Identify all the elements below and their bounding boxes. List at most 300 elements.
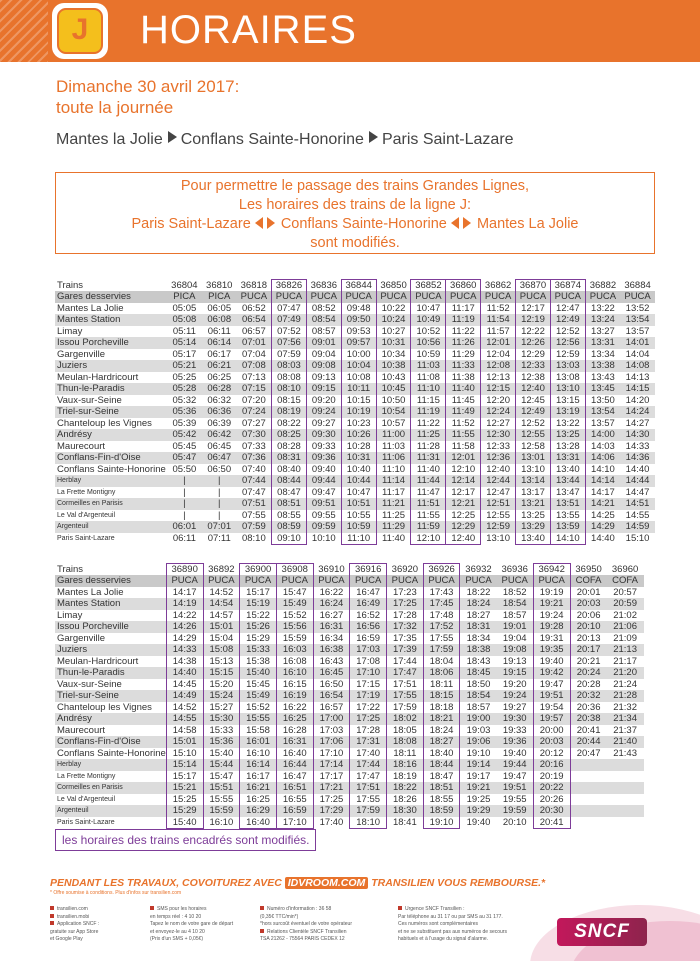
departure-time: 14:17: [591, 486, 615, 498]
departure-time: 10:47: [341, 487, 376, 499]
departure-time: 15:13: [209, 655, 234, 667]
departure-time: 17:55: [350, 794, 387, 806]
mission-code: PUCA: [423, 575, 460, 587]
departure-time: 08:44: [272, 475, 307, 487]
departure-time: 19:51: [533, 690, 570, 702]
train-number: 36826: [272, 280, 307, 292]
departure-time: 13:51: [550, 498, 585, 510]
departure-time: 09:50: [341, 314, 376, 326]
departure-time: 14:06: [585, 452, 620, 464]
departure-time: 14:04: [625, 348, 650, 360]
departure-time: 05:47: [167, 452, 202, 464]
departure-time: 16:10: [240, 748, 277, 760]
departure-time: 11:38: [446, 372, 481, 384]
departure-time: 10:44: [341, 475, 376, 487]
departure-time: 13:40: [550, 464, 585, 476]
departure-time: 18:24: [460, 598, 497, 610]
train-number: 36890: [166, 564, 203, 576]
mission-code: PUCA: [313, 575, 350, 587]
departure-time: 11:06: [376, 452, 411, 464]
departure-time: 11:17: [446, 303, 481, 315]
train-number: 36910: [318, 563, 345, 575]
departure-time: 12:13: [486, 371, 510, 383]
departure-time: 15:49: [276, 598, 313, 610]
departure-time: 12:15: [481, 383, 516, 395]
departure-time: 06:17: [207, 348, 232, 360]
departure-time: 10:47: [411, 303, 446, 315]
bullet-icon: [50, 921, 54, 925]
departure-time: 11:49: [446, 406, 481, 418]
departure-time: [607, 817, 644, 829]
departure-time: 10:50: [381, 394, 406, 406]
departure-time: 11:31: [411, 452, 446, 464]
station-name: Gargenville: [57, 348, 106, 360]
info-text: *hors surcoût éventuel de votre opérateur: [260, 921, 352, 927]
departure-time: 19:30: [497, 713, 534, 725]
departure-time: 10:19: [341, 406, 376, 418]
departure-time: 06:21: [202, 360, 237, 372]
departure-time: 17:03: [350, 644, 387, 656]
departure-time: 06:57: [241, 325, 266, 337]
departure-time: 13:21: [516, 498, 551, 510]
station-name: Mantes Station: [55, 598, 166, 610]
departure-time: 14:20: [625, 394, 650, 406]
table-row: [55, 406, 655, 418]
double-arrow-icon: [451, 217, 473, 229]
departure-time: 11:55: [446, 429, 481, 441]
bullet-icon: [50, 914, 54, 918]
mission-code: PUCA: [376, 291, 411, 303]
departure-time: 07:59: [272, 349, 307, 361]
departure-time: 20:28: [576, 678, 601, 690]
departure-time: 12:25: [446, 510, 481, 522]
departure-time: 18:40: [423, 748, 460, 760]
departure-time: 16:21: [240, 782, 277, 794]
departure-time: 19:24: [533, 610, 570, 622]
departure-time: 14:24: [620, 406, 655, 418]
departure-time: 11:22: [411, 418, 446, 430]
departure-time: [570, 794, 607, 806]
station-name: Maurecourt: [57, 440, 106, 452]
departure-time: 17:47: [387, 667, 424, 679]
departure-time: 12:29: [516, 349, 551, 361]
departure-time: 15:49: [240, 690, 277, 702]
promo-text-after: TRANSILIEN VOUS REMBOURSE.*: [371, 877, 546, 889]
departure-time: 16:22: [319, 586, 344, 598]
departure-time: 13:57: [625, 325, 650, 337]
arrow-right-icon: [369, 131, 378, 143]
departure-time: 13:44: [550, 475, 585, 487]
table-row: [55, 782, 644, 794]
departure-time: 14:52: [166, 702, 203, 714]
departure-time: 10:52: [411, 326, 446, 338]
departure-time: 19:40: [502, 747, 527, 759]
departure-time: 18:43: [466, 655, 491, 667]
departure-time: 17:10: [276, 817, 313, 829]
departure-time: 16:59: [350, 633, 387, 645]
departure-time: 19:21: [533, 598, 570, 610]
departure-time: 15:01: [203, 621, 240, 633]
departure-time: 15:04: [209, 632, 234, 644]
departure-time: 06:08: [202, 314, 237, 326]
train-number: 36908: [276, 564, 313, 576]
departure-time: 05:45: [172, 440, 197, 452]
departure-time: 17:59: [392, 701, 417, 713]
departure-time: 11:40: [382, 532, 406, 544]
notice-line: Les horaires des trains de la ligne J:: [238, 197, 472, 213]
departure-time: 18:16: [387, 759, 424, 771]
table-row: [55, 314, 655, 326]
departure-time: 05:05: [172, 302, 197, 314]
departure-time: [570, 759, 607, 771]
departure-time: 19:24: [497, 690, 534, 702]
table-row: [55, 533, 655, 545]
departure-time: 12:36: [481, 452, 516, 464]
departure-time: 13:22: [550, 418, 585, 430]
departure-time: 11:10: [341, 533, 376, 545]
departure-time: 17:44: [392, 655, 417, 667]
mission-code: PUCA: [550, 291, 585, 303]
departure-time: 18:44: [423, 759, 460, 771]
departure-time: 09:44: [306, 475, 341, 487]
notice-route: [56, 215, 654, 234]
departure-time: 05:14: [167, 337, 202, 349]
departure-time: 16:14: [240, 759, 277, 771]
departure-time: 10:49: [411, 314, 446, 326]
departure-time: 08:59: [272, 521, 307, 533]
header-decoration: [0, 0, 48, 62]
departure-time: 09:24: [306, 406, 341, 418]
train-number: 36850: [380, 279, 407, 291]
departure-time: 11:19: [446, 314, 481, 326]
departure-time: 14:51: [620, 498, 655, 510]
table-row: [55, 429, 655, 441]
departure-time: 20:21: [576, 655, 601, 667]
departure-time: 17:52: [423, 621, 460, 633]
departure-time: 18:21: [423, 713, 460, 725]
info-text: (0,35€ TTC/min*): [260, 913, 299, 920]
info-text: Application SNCF :: [57, 921, 100, 927]
departure-time: 12:33: [516, 360, 551, 372]
departure-time: 13:19: [550, 406, 585, 418]
train-number: 36862: [484, 279, 512, 291]
departure-time: 19:33: [502, 724, 527, 736]
departure-time: 19:17: [466, 770, 491, 782]
departure-time: 11:51: [411, 498, 446, 510]
departure-time: 18:26: [392, 793, 417, 805]
departure-time: 06:32: [207, 394, 232, 406]
departure-time: 12:24: [481, 406, 516, 418]
departure-time: 17:55: [423, 633, 460, 645]
table-row: [55, 759, 644, 771]
departure-time: 06:42: [202, 429, 237, 441]
departure-time: 16:51: [276, 782, 313, 794]
mission-code: PUCA: [166, 575, 203, 587]
departure-time: 10:28: [341, 441, 376, 453]
departure-time: 11:44: [411, 475, 446, 487]
departure-time: 14:22: [166, 610, 203, 622]
timetable-afternoon: [55, 563, 644, 829]
station-name: Le Val d'Argenteuil: [57, 511, 116, 519]
station-name: Cormeilles en Parisis: [55, 498, 167, 510]
departure-time: 15:20: [209, 678, 234, 690]
departure-time: 19:27: [502, 701, 527, 713]
departure-time: 17:59: [350, 805, 387, 817]
departure-time: 21:02: [613, 609, 637, 621]
departure-time: 20:32: [570, 690, 607, 702]
departure-time: 08:10: [272, 383, 307, 395]
departure-time: 11:52: [446, 418, 481, 430]
table-row: [55, 702, 644, 714]
departure-time: 18:41: [392, 816, 417, 828]
departure-time: 08:47: [272, 487, 307, 499]
route-line: [56, 131, 514, 149]
departure-time: 14:08: [620, 360, 655, 372]
departure-time: 16:40: [240, 817, 277, 829]
train-number: 36810: [206, 279, 233, 291]
departure-time: 14:21: [585, 498, 620, 510]
departure-time: 12:14: [446, 475, 481, 487]
departure-time: [607, 771, 644, 783]
mission-code: PUCA: [341, 291, 376, 303]
departure-time: 08:10: [241, 532, 266, 544]
departure-time: 13:54: [585, 406, 620, 418]
departure-time: 07:20: [241, 394, 266, 406]
station-name: Andrésy: [55, 713, 166, 725]
train-number: 36874: [550, 280, 585, 292]
departure-time: 14:03: [591, 440, 615, 452]
train-number: 36900: [240, 564, 277, 576]
departure-time: 08:25: [272, 429, 307, 441]
departure-time: |: [183, 486, 186, 498]
departure-time: 14:55: [625, 509, 650, 521]
departure-time: 19:08: [497, 644, 534, 656]
train-number: 36804: [171, 279, 198, 291]
departure-time: 18:31: [460, 621, 497, 633]
departure-time: 10:15: [341, 395, 376, 407]
departure-time: 13:01: [516, 452, 551, 464]
departure-time: 09:27: [311, 417, 336, 429]
departure-time: 18:11: [423, 679, 460, 691]
departure-time: 19:40: [466, 816, 491, 828]
departure-time: 13:24: [585, 314, 620, 326]
departure-time: 15:55: [240, 713, 277, 725]
departure-time: 11:55: [411, 510, 446, 522]
departure-time: 14:54: [203, 598, 240, 610]
departure-time: 14:58: [166, 725, 203, 737]
departure-time: 16:29: [240, 805, 277, 817]
departure-time: 05:50: [172, 463, 197, 475]
departure-time: 15:08: [203, 644, 240, 656]
train-number: 36950: [575, 563, 602, 575]
departure-time: 21:32: [613, 701, 637, 713]
departure-time: 10:54: [376, 406, 411, 418]
departure-time: 07:27: [241, 417, 266, 429]
departure-time: 15:01: [166, 736, 203, 748]
idvroom-logo: IDVROOM.COM: [285, 877, 369, 889]
departure-time: |: [202, 498, 237, 510]
mission-code: PICA: [202, 291, 237, 303]
departure-time: 12:21: [446, 498, 481, 510]
departure-time: 20:10: [570, 621, 607, 633]
departure-time: 14:15: [620, 383, 655, 395]
departure-time: 17:21: [313, 782, 350, 794]
departure-time: 09:36: [306, 452, 341, 464]
table-row: [55, 679, 644, 691]
departure-time: 11:54: [481, 314, 516, 326]
departure-time: 06:45: [207, 440, 232, 452]
departure-time: 15:24: [203, 690, 240, 702]
departure-time: 10:38: [376, 360, 411, 372]
train-number: 36920: [391, 563, 419, 575]
departure-time: 15:17: [240, 587, 277, 599]
mission-code: PUCA: [497, 575, 534, 587]
departure-time: 13:45: [585, 383, 620, 395]
mission-code: PUCA: [620, 291, 655, 303]
mission-code: PUCA: [481, 291, 516, 303]
departure-time: 17:28: [392, 609, 417, 621]
departure-time: 11:58: [446, 441, 481, 453]
departure-time: 19:00: [460, 713, 497, 725]
departure-time: 17:43: [423, 587, 460, 599]
departure-time: 18:05: [392, 724, 417, 736]
departure-time: 06:28: [202, 383, 237, 395]
departure-time: 15:10: [166, 748, 203, 760]
departure-time: 13:10: [486, 532, 510, 544]
departure-time: 05:25: [172, 371, 197, 383]
departure-time: 16:10: [209, 816, 234, 828]
page-title: HORAIRES: [140, 8, 357, 52]
departure-time: 20:30: [533, 805, 570, 817]
departure-time: 06:11: [207, 325, 231, 337]
departure-time: 16:56: [350, 621, 387, 633]
mission-code: PUCA: [460, 575, 497, 587]
departure-time: 18:51: [423, 782, 460, 794]
departure-time: 12:49: [516, 406, 551, 418]
departure-time: 16:28: [276, 725, 313, 737]
departure-time: 12:22: [516, 326, 551, 338]
arrow-right-icon: [168, 131, 177, 143]
info-text: (Prix d'un SMS + 0,05€): [150, 936, 204, 942]
departure-time: 12:52: [516, 418, 551, 430]
departure-time: 10:26: [341, 429, 376, 441]
station-name: Vaux-sur-Seine: [57, 678, 122, 690]
departure-time: 12:33: [486, 440, 510, 452]
departure-time: 21:24: [613, 678, 637, 690]
departure-time: 16:40: [276, 748, 313, 760]
departure-time: 12:59: [481, 521, 516, 533]
departure-time: 14:57: [209, 609, 234, 621]
departure-time: 13:54: [620, 314, 655, 326]
station-name: Conflans Sainte-Honorine: [57, 463, 166, 475]
info-text: Urgence SNCF Transilien :: [405, 906, 465, 912]
departure-time: 19:13: [502, 655, 527, 667]
departure-time: 16:45: [313, 667, 350, 679]
info-text: en temps réel : 4 10 20: [150, 913, 202, 920]
departure-time: 18:57: [502, 609, 527, 621]
departure-time: 19:04: [502, 632, 527, 644]
departure-time: 17:03: [319, 724, 344, 736]
departure-time: |: [167, 475, 202, 487]
departure-time: 20:03: [570, 598, 607, 610]
departure-time: 06:36: [202, 406, 237, 418]
departure-time: 12:17: [446, 487, 481, 499]
departure-time: 12:47: [486, 486, 510, 498]
departure-time: 13:31: [550, 452, 585, 464]
departure-time: 10:27: [381, 325, 406, 337]
departure-time: 16:25: [276, 713, 313, 725]
departure-time: 13:34: [591, 348, 615, 360]
legend-note: les horaires des trains encadrés sont modifiés.: [55, 829, 316, 851]
departure-time: 10:10: [311, 532, 336, 544]
departure-time: 06:11: [172, 532, 196, 544]
departure-time: 13:22: [591, 302, 615, 314]
departure-time: 15:40: [166, 817, 203, 829]
departure-time: [570, 771, 607, 783]
station-name: Conflans Sainte-Honorine: [57, 747, 166, 759]
departure-time: 16:34: [319, 632, 344, 644]
departure-time: 15:14: [166, 759, 203, 771]
departure-time: 16:57: [319, 701, 344, 713]
line-j-badge: [52, 3, 108, 59]
departure-time: 11:47: [411, 487, 446, 499]
departure-time: 18:10: [350, 817, 387, 829]
promo-text: PENDANT LES TRAVAUX, COVOITUREZ AVEC: [50, 877, 282, 889]
departure-time: 05:17: [172, 348, 197, 360]
departure-time: 15:22: [240, 610, 277, 622]
departure-time: 12:01: [481, 337, 516, 349]
departure-time: 21:34: [607, 713, 644, 725]
departure-time: 12:27: [486, 417, 510, 429]
departure-time: 13:29: [516, 521, 551, 533]
table-row: [55, 337, 655, 349]
departure-time: 18:22: [387, 782, 424, 794]
departure-time: 19:47: [533, 679, 570, 691]
departure-time: 16:43: [319, 655, 344, 667]
departure-time: 19:54: [533, 702, 570, 714]
departure-time: 14:36: [620, 452, 655, 464]
departure-time: 20:26: [533, 794, 570, 806]
departure-time: 17:23: [392, 586, 417, 598]
departure-time: 20:10: [502, 816, 527, 828]
departure-time: 15:52: [240, 702, 277, 714]
departure-time: 10:04: [341, 360, 376, 372]
departure-time: 21:40: [607, 736, 644, 748]
departure-time: 09:51: [306, 498, 341, 510]
departure-time: 06:54: [237, 314, 272, 326]
departure-time: 13:10: [516, 464, 551, 476]
departure-time: 11:10: [382, 463, 406, 475]
mission-code: PUCA: [276, 575, 313, 587]
departure-time: 16:59: [276, 805, 313, 817]
station-name: Triel-sur-Seine: [55, 406, 167, 418]
station-name: Thun-le-Paradis: [55, 383, 167, 395]
departure-time: 19:10: [466, 747, 491, 759]
departure-time: 12:08: [481, 360, 516, 372]
departure-time: 16:08: [276, 656, 313, 668]
departure-time: 20:17: [570, 644, 607, 656]
departure-time: 14:44: [620, 475, 655, 487]
departure-time: 06:50: [207, 463, 232, 475]
departure-time: 14:59: [620, 521, 655, 533]
departure-time: 13:38: [585, 360, 620, 372]
sncf-logo: SNCF: [557, 918, 647, 946]
departure-time: 10:43: [381, 371, 406, 383]
promo-banner: [50, 877, 545, 889]
departure-time: 21:13: [607, 644, 644, 656]
route-via: Conflans Sainte-Honorine: [180, 131, 364, 148]
departure-time: 17:10: [350, 667, 387, 679]
